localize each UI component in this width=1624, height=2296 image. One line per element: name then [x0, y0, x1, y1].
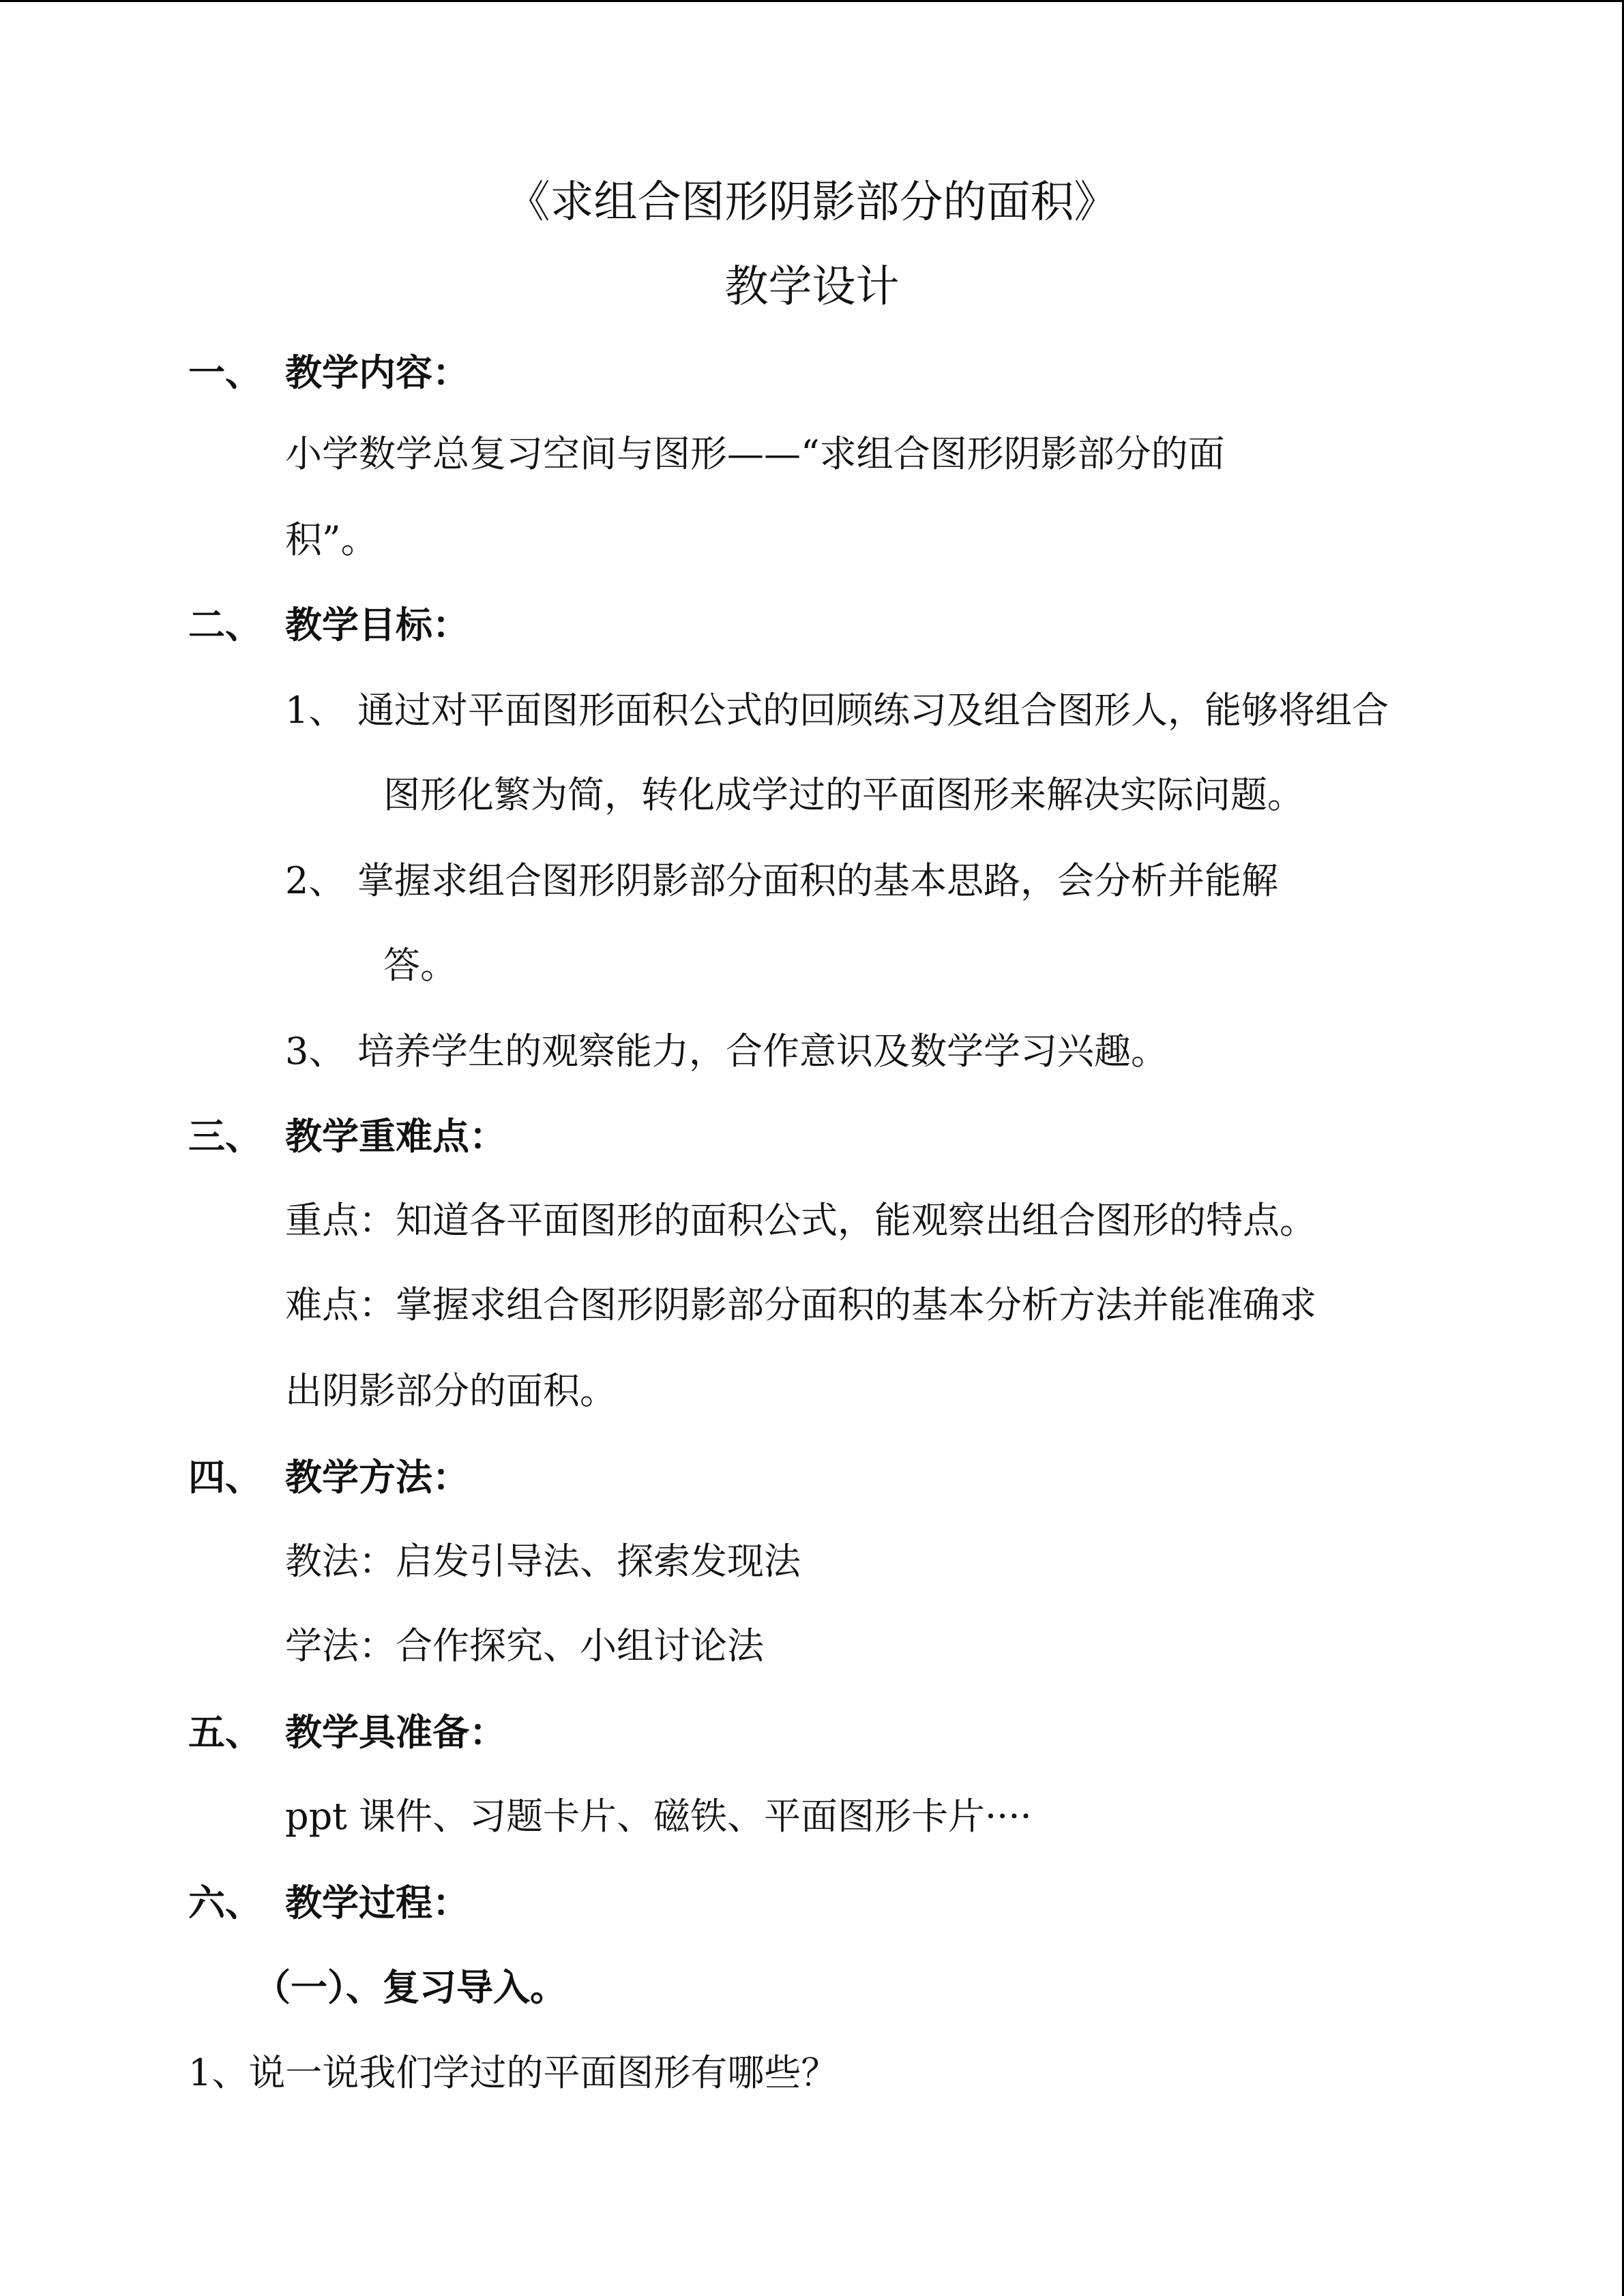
section-1-number: 一、: [188, 351, 262, 394]
section-1-heading: 教学内容：: [285, 351, 469, 394]
section-3-heading: 教学重难点：: [285, 1114, 506, 1158]
section-3-number: 三、: [188, 1114, 262, 1158]
objective-2-number: 2、: [285, 859, 346, 902]
section-6-number: 六、: [188, 1881, 262, 1924]
document-title: 《求组合图形阴影部分的面积》: [506, 177, 1118, 228]
section-6-heading: 教学过程：: [285, 1881, 469, 1924]
section-5-heading: 教学具准备：: [285, 1710, 506, 1754]
section-1-text-line-1: 小学数学总复习空间与图形——“求组合图形阴影部分的面: [285, 432, 1225, 475]
materials-line: ppt 课件、习题卡片、磁铁、平面图形卡片····: [285, 1795, 1032, 1838]
objective-1-line-2: 图形化繁为简，转化成学过的平面图形来解决实际问题。: [383, 773, 1304, 816]
objective-3-number: 3、: [285, 1030, 346, 1073]
teaching-method-line: 教法：启发引导法、探索发现法: [285, 1540, 801, 1583]
section-4-number: 四、: [188, 1455, 262, 1499]
process-question-line: 1、说一说我们学过的平面图形有哪些？: [188, 2051, 838, 2094]
process-subheading: （一）、复习导入。: [254, 1965, 567, 2009]
section-4-heading: 教学方法：: [285, 1455, 469, 1499]
objective-3-line-1: 培养学生的观察能力，合作意识及数学学习兴趣。: [357, 1030, 1168, 1073]
learning-method-line: 学法：合作探究、小组讨论法: [285, 1624, 764, 1667]
objective-2-line-2: 答。: [383, 944, 457, 987]
objective-1-line-1: 通过对平面图形面积公式的回顾练习及组合图形人，能够将组合: [357, 689, 1389, 732]
document-subtitle: 教学设计: [724, 262, 900, 312]
section-2-heading: 教学目标：: [285, 603, 469, 646]
key-point-line: 重点：知道各平面图形的面积公式，能观察出组合图形的特点。: [285, 1199, 1316, 1242]
difficulty-line-1: 难点：掌握求组合图形阴影部分面积的基本分析方法并能准确求: [285, 1283, 1316, 1326]
section-1-text-line-2: 积”。: [285, 518, 378, 561]
section-2-number: 二、: [188, 603, 262, 646]
objective-1-number: 1、: [285, 689, 346, 732]
objective-2-line-1: 掌握求组合图形阴影部分面积的基本思路，会分析并能解: [357, 859, 1278, 902]
difficulty-line-2: 出阴影部分的面积。: [285, 1369, 617, 1412]
section-5-number: 五、: [188, 1710, 262, 1754]
